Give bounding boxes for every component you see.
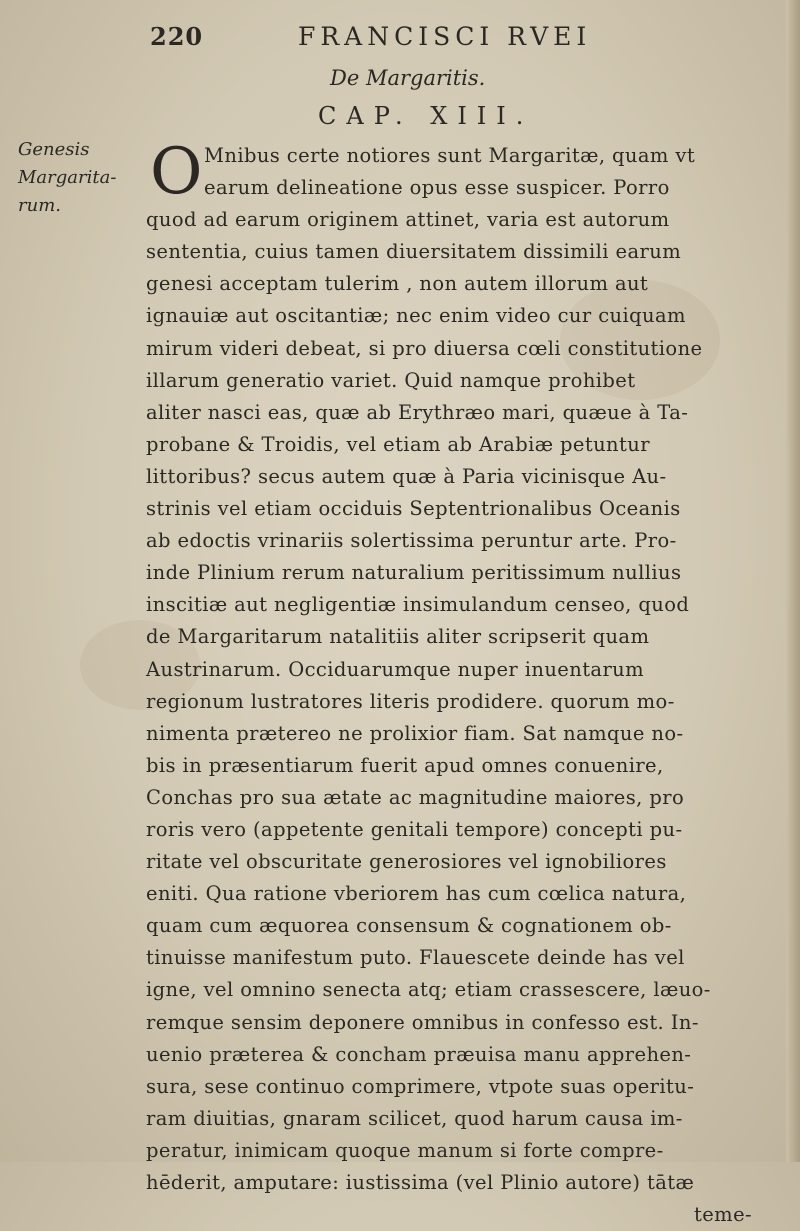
page-number: 220: [150, 22, 204, 51]
text-line: ritate vel obscuritate generosiores vel ignobiliores: [146, 850, 667, 874]
catchword: teme-: [694, 1203, 752, 1227]
body-text: [146, 135, 782, 1231]
text-line: tinuisse manifestum puto. Flauescete deinde has vel: [146, 946, 685, 970]
text-line: illarum generatio variet. Quid namque prohibet: [146, 368, 636, 392]
page-edge: [786, 0, 800, 1162]
text-line: probane & Troidis, vel etiam ab Arabiæ petuntur: [146, 432, 650, 456]
marginal-note-line: Margarita-: [18, 167, 117, 188]
text-line: aliter nasci eas, quæ ab Erythræo mari, quæue à Ta-: [146, 400, 689, 424]
text-line: quod ad earum originem attinet, varia est autorum: [146, 208, 670, 232]
chapter-label: CAP. XIII.: [318, 102, 534, 130]
page-header: [150, 22, 670, 62]
text-line: ignauiæ aut oscitantiæ; nec enim video cur cuiquam: [146, 304, 686, 328]
text-line: inde Plinium rerum naturalium peritissimum nullius: [146, 561, 682, 585]
text-line: bis in præsentiarum fuerit apud omnes conuenire,: [146, 753, 664, 777]
text-line: regionum lustratores literis prodidere. quorum mo-: [146, 689, 675, 713]
running-head: FRANCISCI RVEI: [298, 22, 592, 51]
marginal-note: [18, 136, 148, 220]
text-line: hēderit, amputare: iustissima (vel Plinio autore) tātæ: [146, 1171, 695, 1194]
marginal-note-line: Genesis: [18, 139, 90, 160]
text-line: eniti. Qua ratione vberiorem has cum cœlica natura,: [146, 882, 687, 906]
text-line: igne, vel omnino senecta atq; etiam crassescere, læuo-: [146, 978, 711, 1002]
text-line: quam cum æquorea consensum & cognationem ob-: [146, 914, 672, 938]
text-line: earum delineatione opus esse suspicer. Porro: [204, 176, 670, 200]
text-line: littoribus? secus autem quæ à Paria vicinisque Au-: [146, 464, 667, 488]
text-line: mirum videri debeat, si pro diuersa cœli constitutione: [146, 336, 703, 360]
text-line: de Margaritarum natalitiis aliter scripserit quam: [146, 625, 650, 649]
section-title: De Margaritis.: [330, 66, 486, 90]
text-line: ab edoctis vrinariis solertissima peruntur arte. Pro-: [146, 529, 677, 553]
text-line: ram diuitias, gnaram scilicet, quod harum causa im-: [146, 1106, 683, 1130]
drop-cap: O: [150, 135, 203, 209]
text-line: genesi acceptam tulerim , non autem illorum aut: [146, 272, 649, 296]
text-line: Conchas pro sua ætate ac magnitudine maiores, pro: [146, 785, 685, 809]
text-line: roris vero (appetente genitali tempore) concepti pu-: [146, 817, 683, 841]
text-line: inscitiæ aut negligentiæ insimulandum censeo, quod: [146, 593, 690, 617]
text-line: sententia, cuius tamen diuersitatem dissimili earum: [146, 240, 682, 264]
text-line: Austrinarum. Occiduarumque nuper inuentarum: [146, 657, 645, 681]
text-line: Mnibus certe notiores sunt Margaritæ, quam vt: [204, 144, 696, 167]
text-line: uenio præterea & concham præuisa manu apprehen-: [146, 1042, 692, 1066]
text-line: peratur, inimicam quoque manum si forte compre-: [146, 1138, 664, 1162]
text-line: nimenta prætereo ne prolixior fiam. Sat namque no-: [146, 721, 684, 745]
marginal-note-line: rum.: [18, 195, 61, 216]
text-line: sura, sese continuo comprimere, vtpote suas operitu-: [146, 1074, 695, 1098]
text-line: strinis vel etiam occiduis Septentrionalibus Oceanis: [146, 497, 681, 521]
text-line: remque sensim deponere omnibus in confesso est. In-: [146, 1010, 699, 1034]
